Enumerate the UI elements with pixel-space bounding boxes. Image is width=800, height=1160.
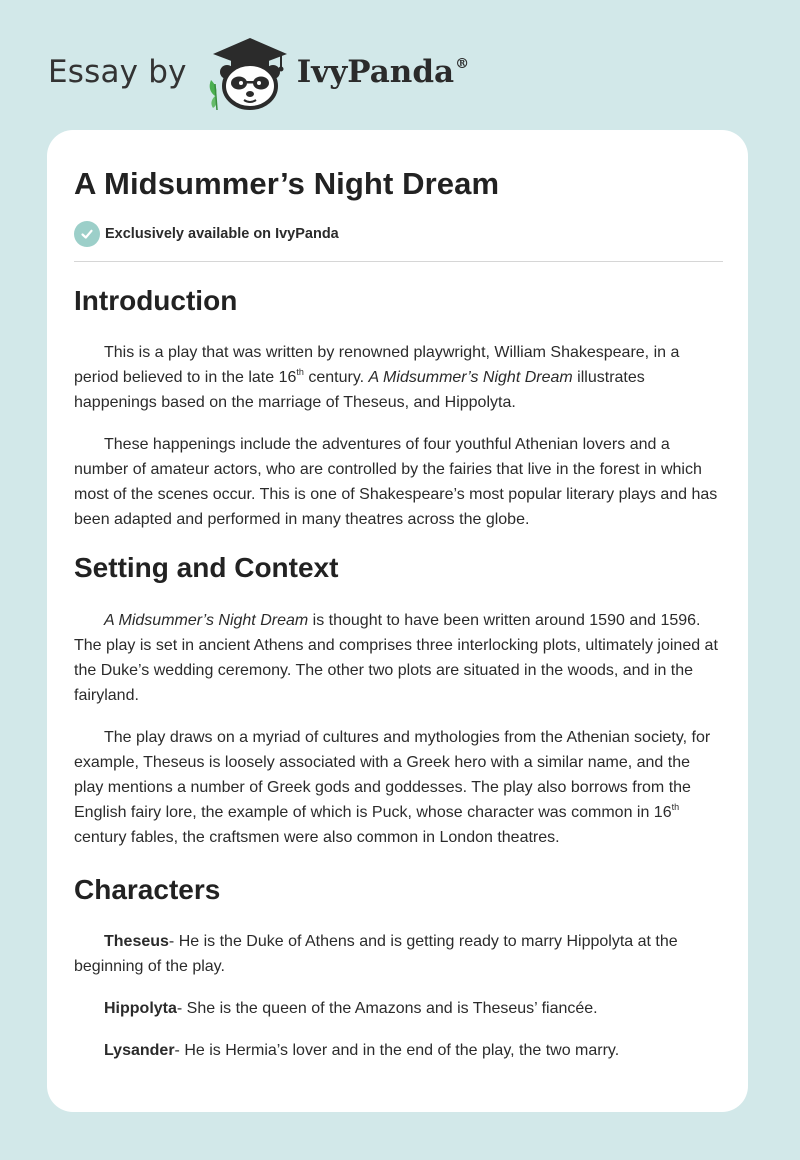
setting-paragraph-2: The play draws on a myriad of cultures and mythologies from the Athenian society, for example, Theseus is loosely associated with a Greek hero with a similar name, and the play mentions a number of Greek gods and goddesses. The play also borrows from the English fairy lore, the example of which is Puck, whose character was common in 16th century fables, the craftsmen were also common in London theatres.: [74, 729, 711, 846]
badge-text: Exclusively available on IvyPanda: [105, 226, 339, 242]
panda-logo-icon: [205, 34, 295, 110]
character-item: Lysander- He is Hermia’s lover and in the end of the play, the two marry.: [104, 1042, 620, 1059]
check-circle-icon: [74, 221, 100, 247]
character-item: Theseus- He is the Duke of Athens and is getting ready to marry Hippolyta at the beginning of the play.: [74, 933, 678, 975]
intro-paragraph-2: These happenings include the adventures of four youthful Athenian lovers and a number of amateur actors, who are controlled by the fairies that live in the forest in which most of the scenes occur. This is one of Shakespeare’s most popular literary plays and has been adapted and performed in many theatres across the globe.: [74, 436, 718, 528]
section-heading-introduction: Introduction: [74, 285, 238, 316]
brand-prefix: Essay by: [48, 53, 187, 90]
character-item: Hippolyta- She is the queen of the Amazons and is Theseus’ fiancée.: [104, 1000, 598, 1017]
section-heading-setting: Setting and Context: [74, 552, 339, 583]
page-title: A Midsummer’s Night Dream: [74, 166, 500, 201]
section-heading-characters: Characters: [74, 874, 221, 905]
essay-body: [74, 280, 723, 1063]
essay-card: [47, 130, 748, 1112]
intro-paragraph-1: This is a play that was written by renowned playwright, William Shakespeare, in a period believed to in the late 16th century. A Midsummer’s Night Dream illustrates happenings based on the marriage of Theseus, and Hippolyta.: [74, 344, 680, 411]
setting-paragraph-1: A Midsummer’s Night Dream is thought to have been written around 1590 and 1596. The play is set in ancient Athens and comprises three interlocking plots, ultimately joined at the Duke’s wedding ceremony. The other two plots are situated in the woods, and in the fairyland.: [74, 612, 718, 704]
site-brand[interactable]: [48, 34, 469, 110]
divider: [74, 261, 723, 262]
brand-name: IvyPanda®: [296, 53, 470, 90]
exclusive-badge: [74, 221, 339, 247]
